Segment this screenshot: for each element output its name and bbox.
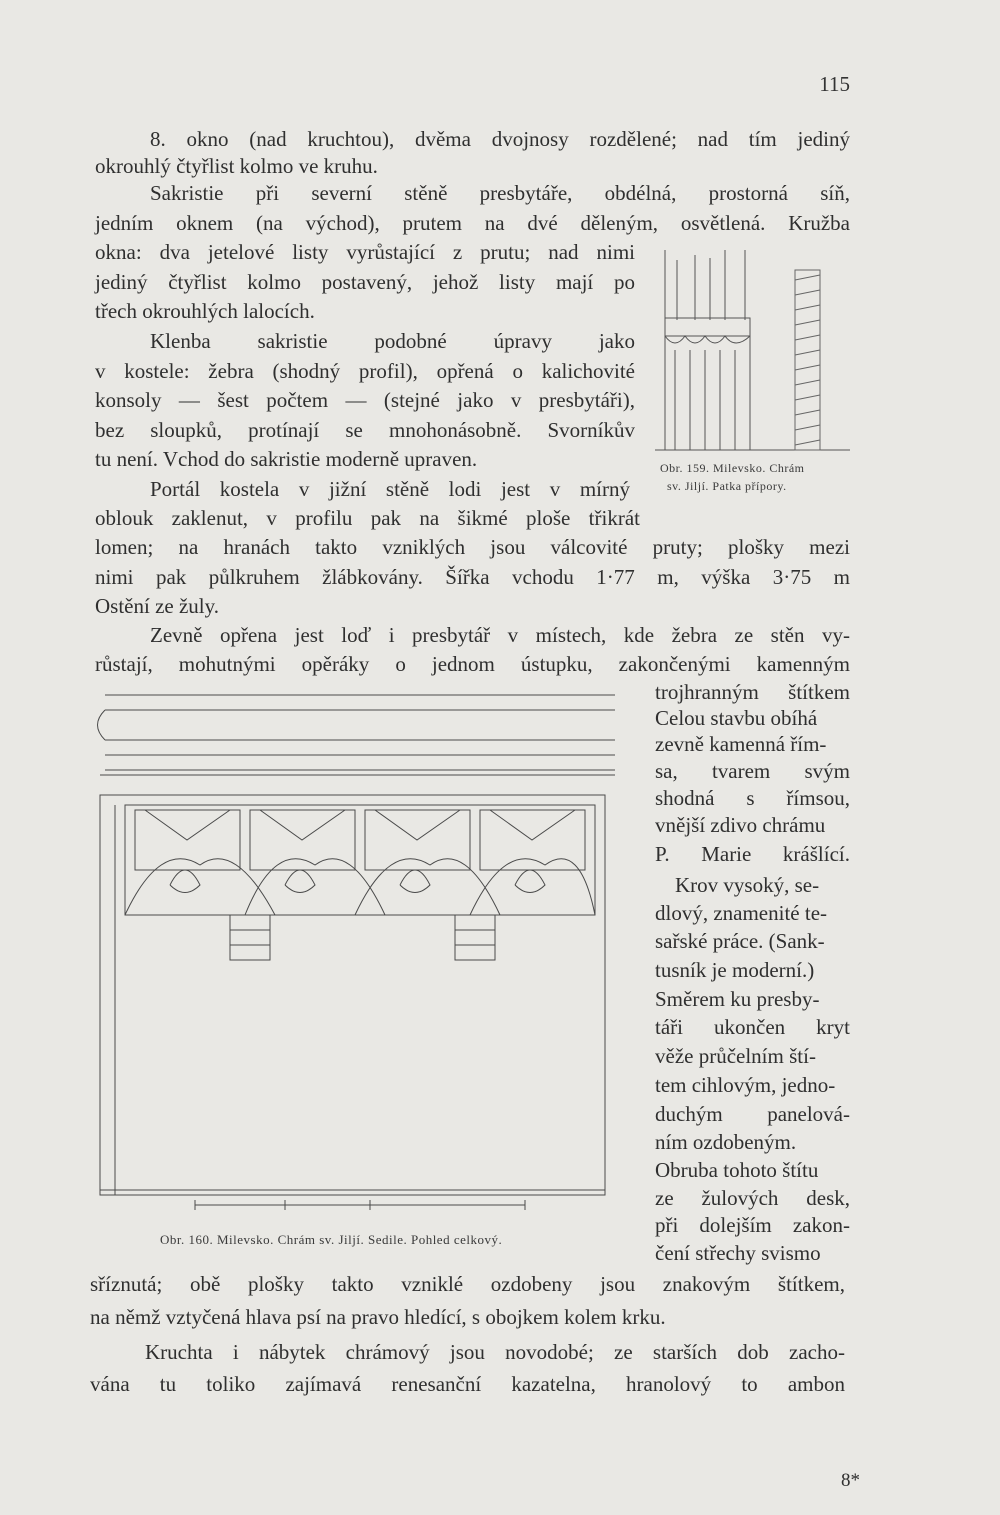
side-text-line: čení střechy svismo (655, 1241, 821, 1265)
side-text-line: věže průčelním ští- (655, 1044, 816, 1068)
side-text-line: při dolejším zakon- (655, 1213, 850, 1237)
figure-159-caption-line1: Obr. 159. Milevsko. Chrám (660, 461, 805, 475)
figure-159-drawing (655, 250, 850, 455)
text-line: bez sloupků, protínají se mnohonásobně. Svorníkův (95, 418, 635, 442)
text-line: jedním oknem (na východ), prutem na dvé děleným, osvětlená. Kružba (95, 211, 850, 235)
text-line: v kostele: žebra (shodný profil), opřená o kalichovité (95, 359, 635, 383)
text-line: Portál kostela v jižní stěně lodi jest v mírný (150, 477, 630, 501)
text-line: Klenba sakristie podobné úpravy jako (150, 329, 635, 353)
text-line: okrouhlý čtyřlist kolmo ve kruhu. (95, 154, 378, 178)
signature-mark: 8* (841, 1470, 860, 1491)
text-line: sříznutá; obě plošky takto vzniklé ozdobeny jsou znakovým štítkem, (90, 1272, 845, 1296)
side-text-line: trojhranným štítkem (655, 680, 850, 704)
side-text-line: tem cihlovým, jedno- (655, 1073, 836, 1097)
text-line: jediný čtyřlist kolmo postavený, jehož listy mají po (95, 270, 635, 294)
figure-160-caption: Obr. 160. Milevsko. Chrám sv. Jiljí. Sedile. Pohled celkový. (160, 1232, 503, 1247)
text-line: Kruchta i nábytek chrámový jsou novodobé; ze starších dob zacho- (145, 1340, 845, 1364)
text-line: růstají, mohutnými opěráky o jednom ústupku, zakončenými kamenným (95, 652, 850, 676)
text-line: nimi pak půlkruhem žlábkovány. Šířka vchodu 1·77 m, výška 3·75 m (95, 565, 850, 589)
text-line: lomen; na hranách takto vzniklých jsou válcovité pruty; plošky mezi (95, 535, 850, 559)
text-line: tu není. Vchod do sakristie moderně upraven. (95, 447, 478, 471)
side-text-line: ze žulových desk, (655, 1186, 850, 1210)
side-text-line: Celou stavbu obíhá (655, 706, 818, 730)
text-line: Sakristie při severní stěně presbytáře, obdélná, prostorná síň, (150, 181, 850, 205)
text-line: na němž vztyčená hlava psí na pravo hledící, s obojkem kolem krku. (90, 1305, 666, 1329)
text-line: Zevně opřena jest loď i presbytář v místech, kde žebra ze stěn vy- (150, 623, 850, 647)
side-text-line: Směrem ku presby- (655, 987, 820, 1011)
text-line: Ostění ze žuly. (95, 594, 220, 618)
side-text-line: Krov vysoký, se- (675, 873, 820, 897)
page-number: 115 (819, 72, 850, 96)
side-text-line: sařské práce. (Sank- (655, 929, 825, 953)
side-text-line: P. Marie krášlící. (655, 842, 850, 866)
side-text-line: vnější zdivo chrámu (655, 813, 826, 837)
side-text-line: duchým panelová- (655, 1102, 850, 1126)
side-text-line: zevně kamenná řím- (655, 732, 827, 756)
side-text-line: táři ukončen kryt (655, 1015, 850, 1039)
text-line: vána tu toliko zajímavá renesanční kazatelna, hranolový to ambon (90, 1372, 845, 1396)
figure-160-drawing (85, 680, 625, 1215)
side-text-line: ním ozdobeným. (655, 1130, 797, 1154)
side-text-line: shodná s římsou, (655, 786, 850, 810)
side-text-line: dlový, znamenité te- (655, 901, 828, 925)
text-line: konsoly — šest počtem — (stejné jako v presbytáři), (95, 388, 635, 412)
text-line: oblouk zaklenut, v profilu pak na šikmé ploše třikrát (95, 506, 640, 530)
text-line: 8. okno (nad kruchtou), dvěma dvojnosy rozdělené; nad tím jediný (150, 127, 850, 151)
side-text-line: tusník je moderní.) (655, 958, 815, 982)
figure-159-caption-line2: sv. Jiljí. Patka přípory. (667, 479, 787, 493)
text-line: třech okrouhlých lalocích. (95, 299, 315, 323)
text-line: okna: dva jetelové listy vyrůstající z prutu; nad nimi (95, 240, 635, 264)
side-text-line: sa, tvarem svým (655, 759, 850, 783)
side-text-line: Obruba tohoto štítu (655, 1158, 819, 1182)
